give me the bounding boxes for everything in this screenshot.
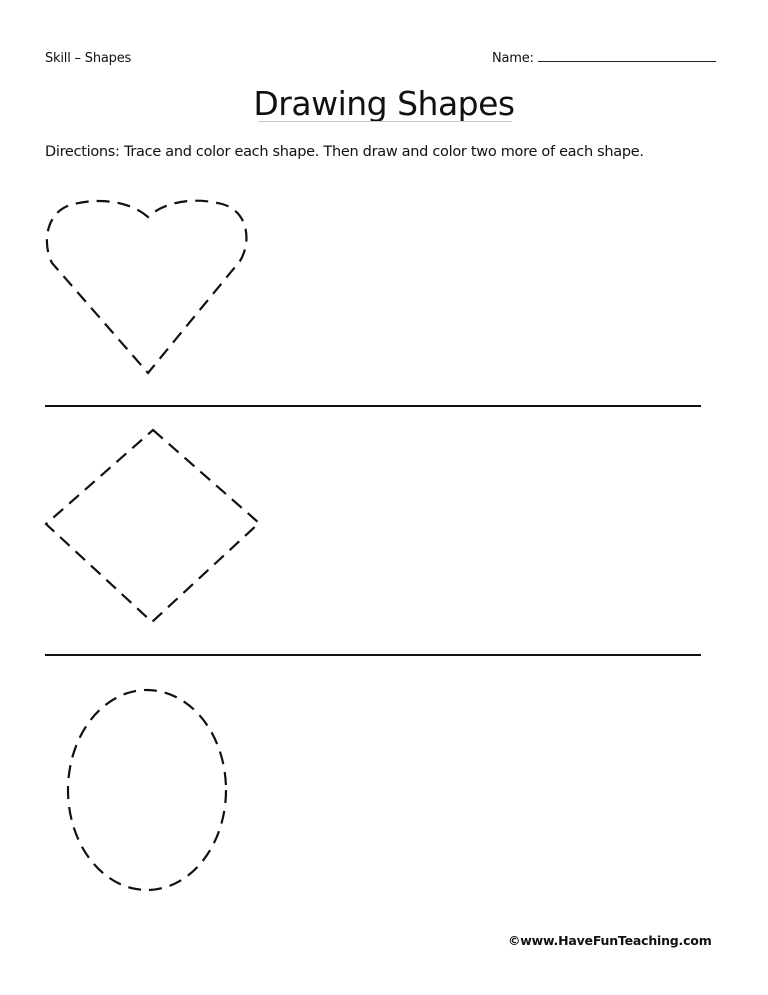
section-divider-1 xyxy=(45,405,701,407)
copyright-footer: ©www.HaveFunTeaching.com xyxy=(508,933,712,948)
diamond-icon[interactable] xyxy=(40,425,265,630)
heart-icon[interactable] xyxy=(40,195,255,380)
section-divider-2 xyxy=(45,654,701,656)
directions-text: Trace and color each shape. Then draw and color two more of each shape. xyxy=(123,144,644,160)
title-underline xyxy=(258,121,512,122)
name-field[interactable] xyxy=(492,51,716,66)
oval-icon[interactable] xyxy=(60,683,235,898)
directions xyxy=(45,144,644,160)
page-title: Drawing Shapes xyxy=(253,84,515,123)
directions-label: Directions: xyxy=(45,144,120,160)
name-write-line[interactable] xyxy=(538,51,716,62)
skill-label: Skill – Shapes xyxy=(45,51,132,66)
name-label: Name: xyxy=(492,51,534,66)
